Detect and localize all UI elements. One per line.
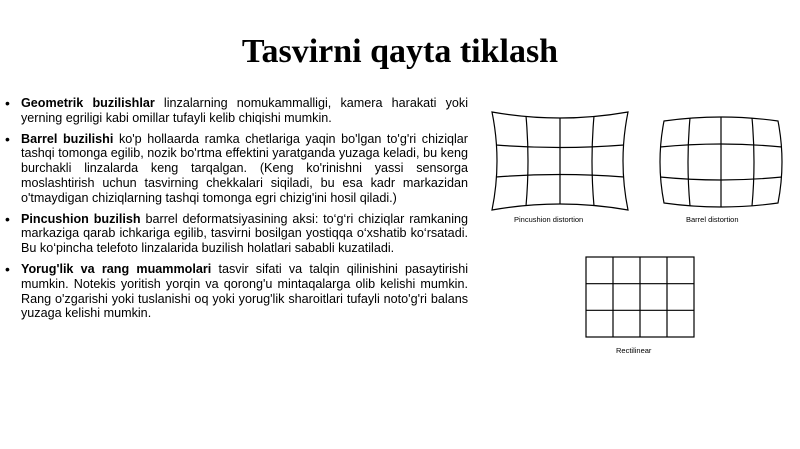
bullet-text: barrel deformatsiyasining aksi: to‘g‘ri chiziqlar ramkaning markaziga qarab ichkariga egilib, tasvirni bosilgan yostiqqa o‘xshatib ko‘rsatadi. Bu ko‘pincha telefoto linzalarida buzilish holatlari sababli kuzatiladi. xyxy=(21,211,468,256)
bullet-term: Pincushion buzilish xyxy=(21,211,141,226)
rectilinear-grid-icon xyxy=(585,256,695,338)
bullet-text: tasvir sifati va talqin qilinishini pasaytirishi mumkin. Notekis yoritish yorqin va qorong'u mintaqalarga olib kelishi mumkin. Rang o'zgarishi yoki tuslanishi oq yoki yorug'lik sharoitlari tufayli noto'g'ri balans yuzaga kelishi mumkin. xyxy=(21,261,469,321)
barrel-grid-icon xyxy=(658,116,784,208)
slide-title: Tasvirni qayta tiklash xyxy=(241,33,559,70)
rectilinear-grid-figure xyxy=(585,256,695,338)
bullet-pincushion-distortion xyxy=(4,212,468,256)
bullet-geometric-distortion xyxy=(4,96,468,126)
bullet-term: Yorug'lik va rang muammolari xyxy=(21,261,212,276)
bullet-text: linzalarning nomukammalligi, kamera harakati yoki yerning egriligi kabi omillar tufayli kelib chiqishi mumkin. xyxy=(21,96,468,125)
pincushion-caption: Pincushion distortion xyxy=(514,215,584,224)
pincushion-grid-figure xyxy=(490,110,630,212)
bullet-text: ko'p hollaarda ramka chetlariga yaqin bo'lgan to'g'ri chiziqlar tashqi tomonga egilib, nozik bo'rtma effektini yaratganda yuzaga keladi, bu keng burchakli linzalarda keng tarqalgan. (Keng ko'rinishni yassi sensorga moslashtirish uchun tasvirning chekkalari siqiladi, bu esa kadr markazidan o'tmaydigan chiziqlarning tashqi tomonga egri chizig'ini hosil qiladi.) xyxy=(21,131,468,205)
bullet-list xyxy=(4,96,468,327)
bullet-light-color-issues xyxy=(4,262,468,321)
rectilinear-caption: Rectilinear xyxy=(616,346,652,355)
bullet-barrel-distortion xyxy=(4,132,468,206)
bullet-term: Geometrik buzilishlar xyxy=(21,96,155,110)
barrel-caption: Barrel distortion xyxy=(686,215,739,224)
bullet-term: Barrel buzilishi xyxy=(21,131,114,146)
barrel-grid-figure xyxy=(658,116,784,208)
pincushion-grid-icon xyxy=(490,110,630,212)
